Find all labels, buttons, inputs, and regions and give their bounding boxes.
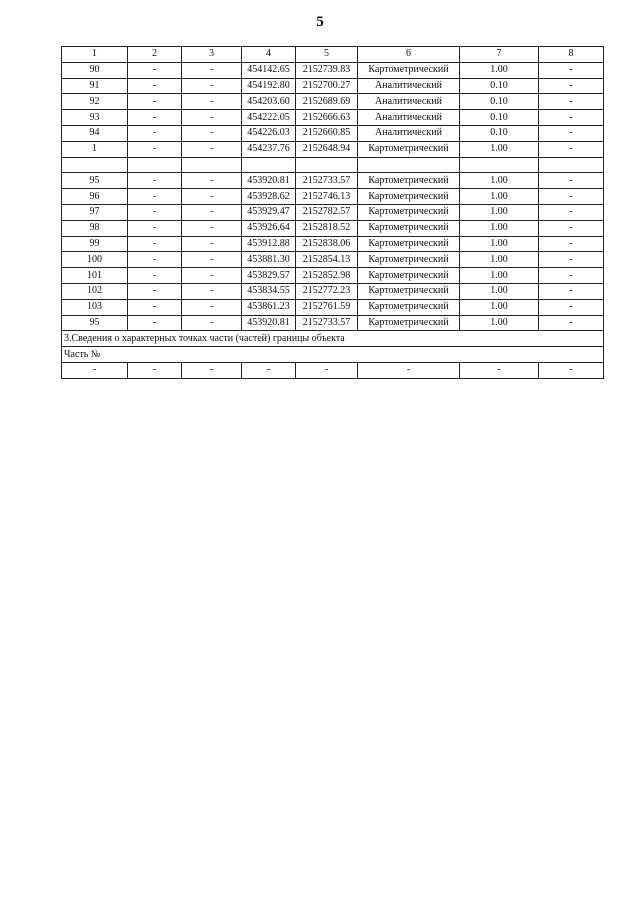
table-cell: - (539, 204, 604, 220)
table-cell: Аналитический (358, 110, 460, 126)
table-body (62, 47, 604, 379)
table-cell: - (358, 362, 460, 378)
table-cell: 1.00 (460, 283, 539, 299)
table-cell: - (539, 141, 604, 157)
table-cell: - (539, 220, 604, 236)
table-cell: 101 (62, 268, 128, 284)
table-row (62, 299, 604, 315)
table-cell: 1.00 (460, 315, 539, 331)
empty-cell (358, 157, 460, 173)
table-cell: - (182, 189, 242, 205)
table-cell: - (128, 125, 182, 141)
table-cell: Картометрический (358, 141, 460, 157)
table-cell: - (539, 62, 604, 78)
blank-separator-row (62, 157, 604, 173)
table-cell: 96 (62, 189, 128, 205)
table-cell: 99 (62, 236, 128, 252)
table-row (62, 315, 604, 331)
table-cell: 2152733.57 (296, 315, 358, 331)
table-cell: 453881.30 (242, 252, 296, 268)
table-row (62, 220, 604, 236)
table-cell: 90 (62, 62, 128, 78)
table-cell: - (539, 315, 604, 331)
table-cell: - (182, 315, 242, 331)
table-cell: - (182, 110, 242, 126)
table-cell: 454226.03 (242, 125, 296, 141)
empty-cell (128, 157, 182, 173)
table-row (62, 252, 604, 268)
table-cell: Картометрический (358, 283, 460, 299)
table-cell: 2152746.13 (296, 189, 358, 205)
table-cell: - (128, 204, 182, 220)
table-cell: 2152648.94 (296, 141, 358, 157)
table-row (62, 204, 604, 220)
table-cell: 2152854.13 (296, 252, 358, 268)
table-cell: Картометрический (358, 268, 460, 284)
table-cell: - (539, 362, 604, 378)
table-cell: 2152852.98 (296, 268, 358, 284)
table-cell: 93 (62, 110, 128, 126)
table-cell: - (128, 94, 182, 110)
table-cell: Аналитический (358, 78, 460, 94)
table-cell: 1.00 (460, 173, 539, 189)
table-cell: - (182, 94, 242, 110)
table-cell: 2152660.85 (296, 125, 358, 141)
table-cell: 453920.81 (242, 173, 296, 189)
table-row (62, 173, 604, 189)
table-cell: - (182, 204, 242, 220)
table-cell: - (539, 78, 604, 94)
table-cell: 2152761.59 (296, 299, 358, 315)
table-cell: 2152739.83 (296, 62, 358, 78)
part-values-row (62, 362, 604, 378)
table-cell: - (182, 268, 242, 284)
table-cell: 95 (62, 173, 128, 189)
table-cell: 1.00 (460, 62, 539, 78)
table-cell: - (128, 62, 182, 78)
table-cell: - (182, 299, 242, 315)
table-cell: Картометрический (358, 62, 460, 78)
table-cell: Картометрический (358, 315, 460, 331)
column-header: 1 (62, 47, 128, 63)
table-cell: 454192.80 (242, 78, 296, 94)
table-cell: 2152782.57 (296, 204, 358, 220)
column-header: 8 (539, 47, 604, 63)
table-cell: - (182, 62, 242, 78)
table-cell: 453834.55 (242, 283, 296, 299)
table-cell: - (182, 173, 242, 189)
table-cell: 454203.60 (242, 94, 296, 110)
table-cell: - (128, 252, 182, 268)
empty-cell (182, 157, 242, 173)
table-cell: 1.00 (460, 220, 539, 236)
table-cell: - (182, 283, 242, 299)
boundary-points-table (61, 46, 604, 379)
table-cell: 1.00 (460, 189, 539, 205)
table-cell: 2152733.57 (296, 173, 358, 189)
part-label-row (62, 347, 604, 363)
table-cell: - (182, 236, 242, 252)
table-cell: - (539, 252, 604, 268)
table-cell: 453926.64 (242, 220, 296, 236)
empty-cell (460, 157, 539, 173)
table-row (62, 94, 604, 110)
column-header: 6 (358, 47, 460, 63)
table-row (62, 110, 604, 126)
table-cell: 94 (62, 125, 128, 141)
table-row (62, 283, 604, 299)
table-cell: - (539, 125, 604, 141)
table-cell: - (539, 299, 604, 315)
table-cell: 91 (62, 78, 128, 94)
column-header: 3 (182, 47, 242, 63)
table-row (62, 236, 604, 252)
table-cell: 1.00 (460, 236, 539, 252)
part-label: Часть № (62, 347, 604, 363)
column-header: 4 (242, 47, 296, 63)
table-cell: - (182, 78, 242, 94)
table-cell: 2152838.06 (296, 236, 358, 252)
section-title: 3.Сведения о характерных точках части (частей) границы объекта (62, 331, 604, 347)
table-cell: 2152818.52 (296, 220, 358, 236)
table-cell: Картометрический (358, 220, 460, 236)
table-cell: Картометрический (358, 173, 460, 189)
table-cell: - (182, 220, 242, 236)
column-header: 5 (296, 47, 358, 63)
column-header: 7 (460, 47, 539, 63)
table-cell: - (182, 141, 242, 157)
table-cell: - (539, 236, 604, 252)
table-cell: 2152700.27 (296, 78, 358, 94)
table-cell: - (539, 173, 604, 189)
empty-cell (242, 157, 296, 173)
table-cell: 453829.57 (242, 268, 296, 284)
table-cell: - (128, 362, 182, 378)
table-cell: - (460, 362, 539, 378)
table-cell: 1.00 (460, 204, 539, 220)
table-cell: - (128, 268, 182, 284)
table-cell: 0.10 (460, 78, 539, 94)
table-cell: 453929.47 (242, 204, 296, 220)
table-cell: 0.10 (460, 125, 539, 141)
table-cell: 2152666.63 (296, 110, 358, 126)
table-cell: 2152772.23 (296, 283, 358, 299)
table-cell: Картометрический (358, 189, 460, 205)
table-cell: - (128, 141, 182, 157)
table-cell: - (539, 189, 604, 205)
table-row (62, 189, 604, 205)
table-cell: 453928.62 (242, 189, 296, 205)
table-cell: - (296, 362, 358, 378)
table-cell: - (182, 125, 242, 141)
page-number: 5 (316, 14, 324, 30)
table-cell: 100 (62, 252, 128, 268)
table-cell: 1.00 (460, 141, 539, 157)
table-cell: - (62, 362, 128, 378)
empty-cell (296, 157, 358, 173)
table-cell: - (128, 110, 182, 126)
table-row (62, 78, 604, 94)
table-cell: 1 (62, 141, 128, 157)
table-header-row (62, 47, 604, 63)
table-cell: 454142.65 (242, 62, 296, 78)
table-cell: 1.00 (460, 299, 539, 315)
table-cell: Аналитический (358, 94, 460, 110)
table-cell: - (182, 252, 242, 268)
table-cell: Картометрический (358, 236, 460, 252)
table-cell: Картометрический (358, 204, 460, 220)
empty-cell (62, 157, 128, 173)
table-cell: 454222.05 (242, 110, 296, 126)
table-cell: - (128, 78, 182, 94)
table-cell: 103 (62, 299, 128, 315)
table-cell: - (539, 283, 604, 299)
table-cell: 92 (62, 94, 128, 110)
table-cell: - (128, 220, 182, 236)
table-cell: 1.00 (460, 252, 539, 268)
table-cell: 97 (62, 204, 128, 220)
table-cell: - (182, 362, 242, 378)
table-row (62, 268, 604, 284)
column-header: 2 (128, 47, 182, 63)
empty-cell (539, 157, 604, 173)
table-cell: Картометрический (358, 252, 460, 268)
table-cell: - (128, 283, 182, 299)
table-cell: - (128, 236, 182, 252)
table-cell: 1.00 (460, 268, 539, 284)
table-cell: - (539, 94, 604, 110)
table-cell: Картометрический (358, 299, 460, 315)
table-cell: - (128, 315, 182, 331)
table-row (62, 125, 604, 141)
table-row (62, 141, 604, 157)
table-cell: - (539, 268, 604, 284)
table-cell: 102 (62, 283, 128, 299)
table-cell: 0.10 (460, 94, 539, 110)
table-cell: 95 (62, 315, 128, 331)
table-cell: - (242, 362, 296, 378)
table-cell: 454237.76 (242, 141, 296, 157)
table-cell: Аналитический (358, 125, 460, 141)
table-cell: - (539, 110, 604, 126)
table-cell: 453920.81 (242, 315, 296, 331)
table-row (62, 62, 604, 78)
table-cell: 2152689.69 (296, 94, 358, 110)
table-cell: 453861.23 (242, 299, 296, 315)
table-cell: 98 (62, 220, 128, 236)
table-cell: 0.10 (460, 110, 539, 126)
table-cell: 453912.88 (242, 236, 296, 252)
table-cell: - (128, 299, 182, 315)
section-title-row (62, 331, 604, 347)
table-cell: - (128, 173, 182, 189)
table-cell: - (128, 189, 182, 205)
